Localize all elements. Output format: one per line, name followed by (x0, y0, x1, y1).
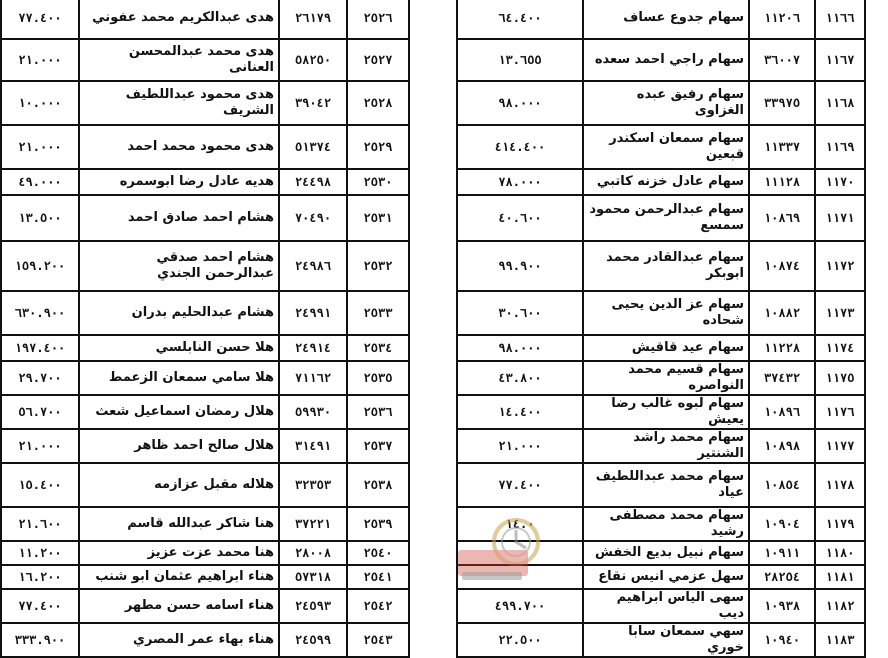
left-amount-cell: ٥٦.٧٠٠ (1, 395, 79, 429)
column-gap (409, 507, 457, 541)
right-amount-cell: ١٤.٤٠٠ (457, 395, 583, 429)
column-gap (409, 0, 457, 39)
right-amount-cell: ٤٣.٨٠٠ (457, 361, 583, 395)
left-seq-cell: ٢٥٣٥ (347, 361, 409, 395)
table-row (1, 541, 888, 565)
right-amount-cell: ٩٩.٩٠٠ (457, 241, 583, 291)
left-id-cell: ٢٤٥٩٣ (279, 589, 347, 623)
row-edge-cell (865, 0, 888, 39)
left-seq-cell: ٢٥٢٦ (347, 0, 409, 39)
left-amount-cell: ١١.٢٠٠ (1, 541, 79, 565)
column-gap (409, 125, 457, 169)
column-gap (409, 429, 457, 463)
column-gap (409, 589, 457, 623)
row-edge-cell (865, 81, 888, 125)
right-seq-cell: ١١٧٠ (815, 169, 865, 195)
right-seq-cell: ١١٧٤ (815, 335, 865, 361)
left-name-cell: هدى محمود محمد احمد (79, 125, 279, 169)
table-row (1, 81, 888, 125)
left-id-cell: ٧٠٤٩٠ (279, 195, 347, 241)
right-id-cell: ١٠٩١١ (749, 541, 815, 565)
right-name-cell: سهام جدوع عساف (583, 0, 749, 39)
right-id-cell: ١١٣٣٧ (749, 125, 815, 169)
left-id-cell: ٣٩٠٤٢ (279, 81, 347, 125)
table-row (1, 241, 888, 291)
left-name-cell: هناء ابراهيم عثمان ابو شنب (79, 565, 279, 589)
table-row (1, 623, 888, 657)
table-row (1, 361, 888, 395)
right-id-cell: ٣٣٩٧٥ (749, 81, 815, 125)
right-amount-cell: ١٣.٦٥٥ (457, 39, 583, 81)
right-name-cell: سهام رفيق عبده الغزاوى (583, 81, 749, 125)
column-gap (409, 169, 457, 195)
right-seq-cell: ١١٧٥ (815, 361, 865, 395)
column-gap (409, 195, 457, 241)
right-amount-cell (457, 565, 583, 589)
right-seq-cell: ١١٨٢ (815, 589, 865, 623)
left-name-cell: هديه عادل رضا ابوسمره (79, 169, 279, 195)
row-edge-cell (865, 125, 888, 169)
left-seq-cell: ٢٥٣٧ (347, 429, 409, 463)
row-edge-cell (865, 241, 888, 291)
left-amount-cell: ١٦.٢٠٠ (1, 565, 79, 589)
right-name-cell: سهام راجي احمد سعده (583, 39, 749, 81)
left-name-cell: هشام احمد صدقي عبدالرحمن الجندي (79, 241, 279, 291)
right-amount-cell: ٤٠.٦٠٠ (457, 195, 583, 241)
right-seq-cell: ١١٦٦ (815, 0, 865, 39)
row-edge-cell (865, 169, 888, 195)
right-seq-cell: ١١٧٢ (815, 241, 865, 291)
row-edge-cell (865, 429, 888, 463)
left-seq-cell: ٢٥٣٣ (347, 291, 409, 335)
right-id-cell: ١٠٨٩٦ (749, 395, 815, 429)
right-amount-cell: ٧٨.٠٠٠ (457, 169, 583, 195)
table-row (1, 589, 888, 623)
table-row (1, 429, 888, 463)
left-amount-cell: ٢١.٦٠٠ (1, 507, 79, 541)
right-name-cell: سهام عادل خزنه كاتبي (583, 169, 749, 195)
right-id-cell: ٣٧٤٣٢ (749, 361, 815, 395)
column-gap (409, 291, 457, 335)
right-id-cell: ١٠٨٨٢ (749, 291, 815, 335)
column-gap (409, 39, 457, 81)
left-seq-cell: ٢٥٢٧ (347, 39, 409, 81)
right-amount-cell: ٤١٤.٤٠٠ (457, 125, 583, 169)
column-gap (409, 565, 457, 589)
right-name-cell: سهام لبوه غالب رضا يعيش (583, 395, 749, 429)
right-amount-cell: ٧٧.٤٠٠ (457, 463, 583, 507)
left-name-cell: هلاله مقبل عزازمه (79, 463, 279, 507)
left-seq-cell: ٢٥٤٣ (347, 623, 409, 657)
right-name-cell: سهام نبيل بديع الخفش (583, 541, 749, 565)
right-amount-cell: ٢٢.٥٠٠ (457, 623, 583, 657)
right-amount-cell: ٣٠.٦٠٠ (457, 291, 583, 335)
right-seq-cell: ١١٧٣ (815, 291, 865, 335)
right-id-cell: ١٠٩٤٠ (749, 623, 815, 657)
left-amount-cell: ١٣.٥٠٠ (1, 195, 79, 241)
right-name-cell: سهام سمعان اسكندر قبعين (583, 125, 749, 169)
left-amount-cell: ٢١.٠٠٠ (1, 429, 79, 463)
row-edge-cell (865, 623, 888, 657)
left-amount-cell: ٧٧.٤٠٠ (1, 0, 79, 39)
row-edge-cell (865, 395, 888, 429)
left-seq-cell: ٢٥٤٢ (347, 589, 409, 623)
right-id-cell: ٣٦٠٠٧ (749, 39, 815, 81)
left-id-cell: ٣٢٣٥٣ (279, 463, 347, 507)
left-id-cell: ٢٦١٧٩ (279, 0, 347, 39)
left-id-cell: ٥١٣٧٤ (279, 125, 347, 169)
left-id-cell: ٣٧٢٢١ (279, 507, 347, 541)
row-edge-cell (865, 361, 888, 395)
row-edge-cell (865, 291, 888, 335)
column-gap (409, 81, 457, 125)
right-amount-cell: ٦٤.٤٠٠ (457, 0, 583, 39)
right-amount-cell (457, 541, 583, 565)
table-row (1, 507, 888, 541)
right-seq-cell: ١١٦٧ (815, 39, 865, 81)
right-amount-cell: ٢١.٠٠٠ (457, 429, 583, 463)
left-id-cell: ٥٧٣١٨ (279, 565, 347, 589)
right-name-cell: سهام عز الدين يحيى شحاده (583, 291, 749, 335)
left-id-cell: ٢٨٠٠٨ (279, 541, 347, 565)
left-name-cell: هلال رمضان اسماعيل شعث (79, 395, 279, 429)
left-name-cell: هشام احمد صادق احمد (79, 195, 279, 241)
right-id-cell: ١٠٨٩٨ (749, 429, 815, 463)
table-row (1, 335, 888, 361)
right-name-cell: سهام محمد مصطفى رشيد (583, 507, 749, 541)
right-name-cell: سهي سمعان سابا خوري (583, 623, 749, 657)
left-name-cell: هدى عبدالكريم محمد عفوني (79, 0, 279, 39)
right-seq-cell: ١١٧٦ (815, 395, 865, 429)
column-gap (409, 395, 457, 429)
row-edge-cell (865, 195, 888, 241)
table-row (1, 195, 888, 241)
column-gap (409, 241, 457, 291)
left-amount-cell: ٣٣٣.٩٠٠ (1, 623, 79, 657)
left-id-cell: ٢٤٤٩٨ (279, 169, 347, 195)
right-seq-cell: ١١٧١ (815, 195, 865, 241)
left-name-cell: هشام عبدالحليم بدران (79, 291, 279, 335)
right-seq-cell: ١١٨٣ (815, 623, 865, 657)
table-row (1, 0, 888, 39)
left-name-cell: هناء اسامه حسن مطهر (79, 589, 279, 623)
right-id-cell: ١٠٨٦٩ (749, 195, 815, 241)
right-seq-cell: ١١٨٠ (815, 541, 865, 565)
left-amount-cell: ٢١.٠٠٠ (1, 39, 79, 81)
left-seq-cell: ٢٥٣١ (347, 195, 409, 241)
left-seq-cell: ٢٥٢٩ (347, 125, 409, 169)
table-row (1, 463, 888, 507)
right-name-cell: سهى الياس ابراهيم ديب (583, 589, 749, 623)
left-seq-cell: ٢٥٣٩ (347, 507, 409, 541)
left-seq-cell: ٢٥٢٨ (347, 81, 409, 125)
left-id-cell: ٥٨٢٥٠ (279, 39, 347, 81)
row-edge-cell (865, 507, 888, 541)
right-seq-cell: ١١٨١ (815, 565, 865, 589)
left-id-cell: ٣١٤٩١ (279, 429, 347, 463)
right-seq-cell: ١١٦٩ (815, 125, 865, 169)
left-amount-cell: ٧٧.٤٠٠ (1, 589, 79, 623)
left-amount-cell: ٤٩.٠٠٠ (1, 169, 79, 195)
left-name-cell: هنا محمد عزت عزيز (79, 541, 279, 565)
right-id-cell: ٢٨٢٥٤ (749, 565, 815, 589)
left-amount-cell: ٢٩.٧٠٠ (1, 361, 79, 395)
right-id-cell: ١١١٢٨ (749, 169, 815, 195)
left-id-cell: ٧١١٦٢ (279, 361, 347, 395)
left-amount-cell: ٢١.٠٠٠ (1, 125, 79, 169)
right-seq-cell: ١١٧٨ (815, 463, 865, 507)
table-row (1, 169, 888, 195)
right-id-cell: ١١٢٢٨ (749, 335, 815, 361)
column-gap (409, 361, 457, 395)
left-seq-cell: ٢٥٣٦ (347, 395, 409, 429)
right-seq-cell: ١١٧٩ (815, 507, 865, 541)
column-gap (409, 335, 457, 361)
left-seq-cell: ٢٥٣٠ (347, 169, 409, 195)
column-gap (409, 623, 457, 657)
left-name-cell: هدى محمد عبدالمحسن العنانى (79, 39, 279, 81)
left-seq-cell: ٢٥٤١ (347, 565, 409, 589)
table-row (1, 395, 888, 429)
left-name-cell: هناء بهاء عمر المصري (79, 623, 279, 657)
right-amount-cell: ٩٨.٠٠٠ (457, 335, 583, 361)
column-gap (409, 463, 457, 507)
row-edge-cell (865, 541, 888, 565)
right-name-cell: سهل عزمي انيس نقاع (583, 565, 749, 589)
left-name-cell: هنا شاكر عبدالله قاسم (79, 507, 279, 541)
left-id-cell: ٥٩٩٣٠ (279, 395, 347, 429)
row-edge-cell (865, 39, 888, 81)
right-seq-cell: ١١٧٧ (815, 429, 865, 463)
left-name-cell: هلا سامي سمعان الزعمط (79, 361, 279, 395)
left-id-cell: ٢٤٩١٤ (279, 335, 347, 361)
left-amount-cell: ١٩٧.٤٠٠ (1, 335, 79, 361)
left-name-cell: هدى محمود عبداللطيف الشريف (79, 81, 279, 125)
right-amount-cell: ٤٩٩.٧٠٠ (457, 589, 583, 623)
left-id-cell: ٢٤٥٩٩ (279, 623, 347, 657)
row-edge-cell (865, 335, 888, 361)
row-edge-cell (865, 565, 888, 589)
left-id-cell: ٢٤٩٩١ (279, 291, 347, 335)
right-id-cell: ١٠٨٧٤ (749, 241, 815, 291)
table-row (1, 291, 888, 335)
left-amount-cell: ٦٣٠.٩٠٠ (1, 291, 79, 335)
right-name-cell: سهام عبدالرحمن محمود سمسع (583, 195, 749, 241)
table-row (1, 565, 888, 589)
left-amount-cell: ١٠.٠٠٠ (1, 81, 79, 125)
left-seq-cell: ٢٥٤٠ (347, 541, 409, 565)
table-row (1, 39, 888, 81)
right-name-cell: سهام محمد عبداللطيف عياد (583, 463, 749, 507)
left-amount-cell: ١٥.٤٠٠ (1, 463, 79, 507)
row-edge-cell (865, 463, 888, 507)
right-seq-cell: ١١٦٨ (815, 81, 865, 125)
right-name-cell: سهام محمد راشد الشنتير (583, 429, 749, 463)
right-amount-cell: ١٤.٠ (457, 507, 583, 541)
right-id-cell: ١٠٩٠٤ (749, 507, 815, 541)
right-name-cell: سهام عيد قاقيش (583, 335, 749, 361)
right-id-cell: ١٠٩٣٨ (749, 589, 815, 623)
right-amount-cell: ٩٨.٠٠٠ (457, 81, 583, 125)
left-seq-cell: ٢٥٣٤ (347, 335, 409, 361)
column-gap (409, 541, 457, 565)
left-amount-cell: ١٥٩.٢٠٠ (1, 241, 79, 291)
table-row (1, 125, 888, 169)
left-seq-cell: ٢٥٣٢ (347, 241, 409, 291)
right-name-cell: سهام عبدالقادر محمد ابوبكر (583, 241, 749, 291)
row-edge-cell (865, 589, 888, 623)
left-name-cell: هلال صالح احمد ظاهر (79, 429, 279, 463)
left-id-cell: ٢٤٩٨٦ (279, 241, 347, 291)
right-name-cell: سهام قسيم محمد النواصره (583, 361, 749, 395)
left-name-cell: هلا حسن النابلسي (79, 335, 279, 361)
right-id-cell: ١١٢٠٦ (749, 0, 815, 39)
right-id-cell: ١٠٨٥٤ (749, 463, 815, 507)
left-seq-cell: ٢٥٣٨ (347, 463, 409, 507)
